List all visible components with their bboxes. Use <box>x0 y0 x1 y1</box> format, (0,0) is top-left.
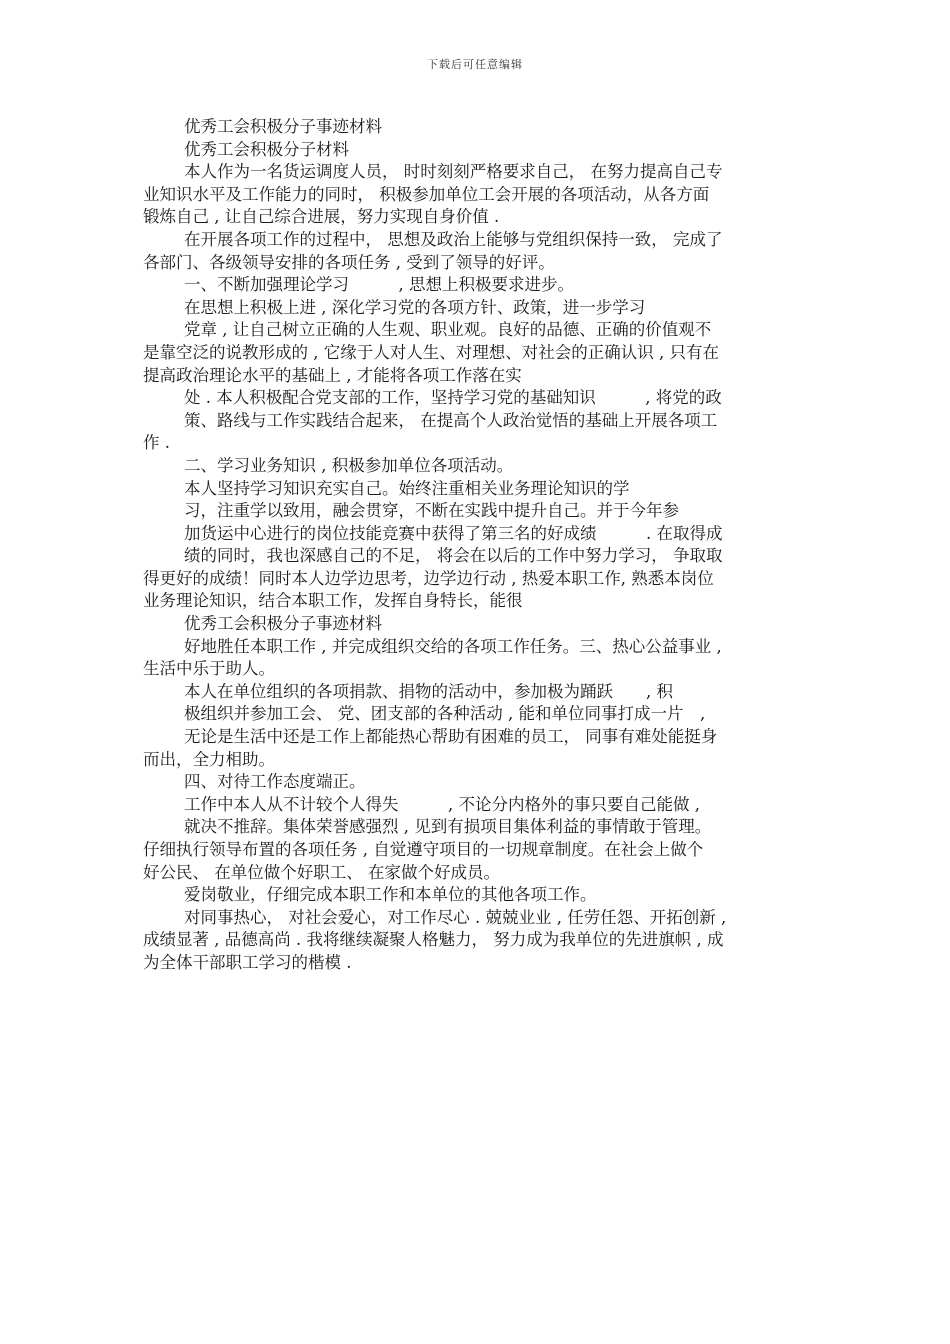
text-line: 业知识水平及工作能力的同时， 积极参加单位工会开展的各项活动，从各方面 <box>143 184 710 204</box>
text-line: 在开展各项工作的过程中， 思想及政治上能够与党组织保持一致， 完成了 <box>184 229 723 249</box>
text-line: 处 . 本人积极配合党支部的工作，坚持学习党的基础知识 , 将党的政 <box>184 388 722 408</box>
text-line: 提高政治理论水平的基础上 , 才能将各项工作落在实 <box>143 365 522 385</box>
text-line: 爱岗敬业，仔细完成本职工作和本单位的其他各项工作。 <box>184 885 597 905</box>
page-header-note: 下载后可任意编辑 <box>427 58 523 71</box>
text-line: 各部门、各级领导安排的各项任务 , 受到了领导的好评。 <box>143 252 555 272</box>
text-line: 习，注重学以致用，融会贯穿，不断在实践中提升自己。并于今年参 <box>184 501 679 521</box>
text-line: 优秀工会积极分子事迹材料 <box>184 117 382 136</box>
text-line: 业务理论知识，结合本职工作，发挥自身特长，能很 <box>143 591 523 611</box>
text-line: 一、不断加强理论学习 , 思想上积极要求进步。 <box>184 275 574 295</box>
text-line: 优秀工会积极分子材料 <box>184 139 349 159</box>
text-line: 好公民、 在单位做个好职工、 在家做个好成员。 <box>143 862 500 882</box>
text-line: 优秀工会积极分子事迹材料 <box>184 614 382 634</box>
text-line: 党章 , 让自己树立正确的人生观、职业观。良好的品德、正确的价值观不 <box>184 320 712 340</box>
text-line: 锻炼自己 , 让自己综合进展，努力实现自身价值 . <box>143 207 500 227</box>
text-line: 本人在单位组织的各项捐款、捐物的活动中，参加极为踊跃 , 积 <box>184 681 673 701</box>
text-line: 仔细执行领导布置的各项任务 , 自觉遵守项目的一切规章制度。在社会上做个 <box>143 840 704 859</box>
text-line: 四、对待工作态度端正。 <box>184 772 366 792</box>
text-line: 对同事热心， 对社会爱心，对工作尽心 . 兢兢业业 , 任劳任怨、开拓创新 , <box>184 907 727 927</box>
text-line: 好地胜任本职工作 , 并完成组织交给的各项工作任务。三、热心公益事业 , <box>184 636 722 656</box>
text-line: 本人作为一名货运调度人员， 时时刻刻严格要求自己， 在努力提高自己专 <box>184 162 723 182</box>
text-line: 得更好的成绩！同时本人边学边思考，边学边行动 , 热爱本职工作, 熟悉本岗位 <box>143 568 714 588</box>
text-line: 就决不推辞。集体荣誉感强烈 , 见到有损项目集体利益的事情敢于管理。 <box>184 817 712 837</box>
document-body <box>143 116 807 975</box>
text-line: 本人坚持学习知识充实自己。始终注重相关业务理论知识的学 <box>184 478 630 498</box>
text-line: 为全体干部职工学习的楷模 . <box>143 952 352 972</box>
text-line: 策、路线与工作实践结合起来， 在提高个人政治觉悟的基础上开展各项工 <box>184 410 718 430</box>
text-line: 无论是生活中还是工作上都能热心帮助有困难的员工， 同事有难处能挺身 <box>184 727 718 747</box>
text-line: 绩的同时，我也深感自己的不足， 将会在以后的工作中努力学习， 争取取 <box>184 546 723 566</box>
text-line: 极组织并参加工会、 党、团支部的各种活动 , 能和单位同事打成一片 , <box>184 704 706 724</box>
text-line: 二、学习业务知识 , 积极参加单位各项活动。 <box>184 455 514 475</box>
text-line: 而出，全力相助。 <box>143 749 275 769</box>
text-line: 加货运中心进行的岗位技能竞赛中获得了第三名的好成绩 . 在取得成 <box>184 523 723 543</box>
text-line: 生活中乐于助人。 <box>143 659 275 679</box>
text-line: 成绩显著 , 品德高尚 . 我将继续凝聚人格魅力， 努力成为我单位的先进旗帜 , 成 <box>143 930 724 950</box>
text-line: 作 . <box>143 433 170 453</box>
text-line: 工作中本人从不计较个人得失 , 不论分内格外的事只要自己能做 , <box>184 794 700 814</box>
text-line: 在思想上积极上进 , 深化学习党的各项方针、政策，进一步学习 <box>184 297 646 317</box>
text-line: 是靠空泛的说教形成的 , 它缘于人对人生、对理想、对社会的正确认识 , 只有在 <box>143 342 719 362</box>
